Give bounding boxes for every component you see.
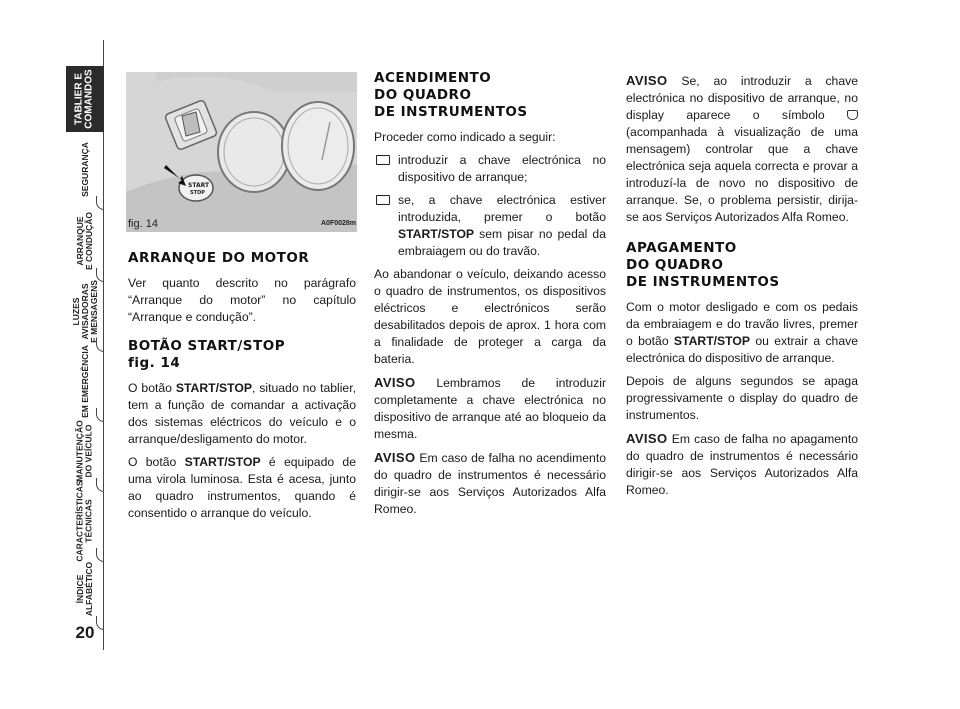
list-item-text	[398, 192, 606, 260]
paragraph-text: ou extrair a chave electrónica do dispositivo de arranque.	[626, 334, 858, 365]
paragraph-text: Com o motor desligado e com os pedais da embraiagem e do travão livres, premer o botão	[626, 300, 858, 348]
paragraph	[626, 430, 858, 499]
paragraph-text: O botão	[128, 381, 176, 395]
figure-label: fig. 14	[128, 218, 158, 230]
fig-button-stop-text: STOP	[190, 190, 205, 196]
tab-label: TABLIER E COMANDOS	[74, 69, 96, 129]
fig-button-start-text: START	[188, 182, 210, 189]
column-2	[374, 70, 606, 524]
heading-botao-start-stop: BOTÃO START/STOP	[128, 338, 286, 354]
tab-seguranca[interactable]	[66, 136, 104, 202]
list-item-text: se, a chave electrónica estiver introduzida, premer o botão	[398, 193, 606, 224]
keyword-start-stop: START/STOP	[184, 455, 261, 469]
heading-line: DO QUADRO	[374, 87, 472, 103]
paragraph-text: é equipado de uma virola luminosa. Esta é acesa, junto ao quadro instrumentos, quando é consentido o arranque do veículo.	[128, 455, 356, 520]
column-1	[128, 250, 356, 528]
tab-tablier-comandos[interactable]	[66, 66, 104, 132]
tab-label: MANUTENÇÃO DO VEÍCULO	[75, 420, 95, 482]
paragraph-text: , situado no tablier, tem a função de comandar a activação dos sistemas eléctricos do veículo e o arranque/desligamento do motor.	[128, 381, 356, 446]
paragraph	[128, 454, 356, 522]
paragraph	[374, 374, 606, 443]
aviso-label: AVISO	[626, 73, 668, 88]
paragraph: Ao abandonar o veículo, deixando acesso o quadro de instrumentos, os dispositivos eléctricos e electrónicos serão desabilitados depois de aprox. 1 hora com a finalidade de proteger a carga da bateria.	[374, 267, 606, 366]
heading-line: DE INSTRUMENTOS	[626, 274, 780, 290]
heading-apagamento	[626, 240, 858, 291]
checkbox-bullet-icon	[376, 195, 390, 205]
paragraph	[128, 380, 356, 448]
keyword-start-stop: START/STOP	[673, 334, 750, 348]
paragraph-text: Em caso de falha no apagamento do quadro de instrumentos é necessário dirigir-se aos Serviços Autorizados Alfa Romeo.	[626, 432, 858, 497]
list-item-text: sem pisar no pedal da embraiagem ou do travão.	[398, 227, 606, 258]
figure-start-stop-button	[126, 72, 357, 232]
keyword-start-stop: START/STOP	[398, 227, 475, 241]
page-number: 20	[75, 623, 95, 642]
paragraph	[374, 449, 606, 518]
list-item	[374, 192, 606, 260]
tab-luzes-avisadoras[interactable]	[66, 278, 104, 344]
aviso-label: AVISO	[374, 450, 416, 465]
figure-code: A0F0028m	[321, 220, 357, 227]
heading-acendimento	[374, 70, 606, 121]
tab-label: EM EMERGÊNCIA	[79, 344, 90, 418]
heading-fig-ref: fig. 14	[128, 355, 181, 371]
keyword-start-stop: START/STOP	[175, 381, 252, 395]
tab-arranque-conducao[interactable]	[66, 208, 104, 274]
key-symbol-icon	[847, 110, 858, 120]
paragraph-text: (acompanhada à visualização de uma mensagem) controlar que a chave electrónica seja aquela correcta e provar a introduzí-la de novo no dispositivo de arranque. Se, o problema persistir, dirija-se aos Serviços Autorizados Alfa Romeo.	[626, 125, 858, 224]
column-3	[626, 72, 858, 505]
paragraph-text: O botão	[128, 455, 185, 469]
tab-label: ÍNDICE ALFABÉTICO	[75, 561, 94, 617]
paragraph-text: Em caso de falha no acendimento do quadro de instrumentos é necessário dirigir-se aos Serviços Autorizados Alfa Romeo.	[374, 451, 606, 516]
heading-line: APAGAMENTO	[626, 240, 737, 256]
heading-arranque-motor: ARRANQUE DO MOTOR	[128, 250, 310, 266]
heading-line: ACENDIMENTO	[374, 70, 492, 86]
tab-label: LUZES AVISADORAS E MENSAGENS	[70, 279, 99, 343]
paragraph-text: Se, ao introduzir a chave electrónica no dispositivo de arranque, no display aparece o símbolo	[626, 74, 858, 122]
heading-line: DO QUADRO	[626, 257, 724, 273]
list-item-text: introduzir a chave electrónica no dispositivo de arranque;	[398, 153, 606, 184]
list-item	[374, 152, 606, 186]
paragraph	[128, 275, 356, 326]
paragraph: Depois de alguns segundos se apaga progressivamente o display do quadro de instrumentos.	[626, 374, 858, 422]
paragraph	[626, 299, 858, 367]
tab-label: ARRANQUE E CONDUÇÃO	[75, 211, 94, 271]
paragraph-text: Lembramos de introduzir completamente a chave electrónica no dispositivo de arranque até ao bloqueio da mesma.	[374, 376, 606, 441]
tab-label: SEGURANÇA	[79, 141, 90, 197]
paragraph-text: Ver quanto descrito no parágrafo “Arranque do motor” no capítulo “Arranque e condução”.	[128, 276, 356, 324]
tab-em-emergencia[interactable]	[66, 344, 104, 418]
tab-caracteristicas-tecnicas[interactable]	[66, 480, 104, 562]
paragraph: Proceder como indicado a seguir:	[374, 130, 556, 144]
aviso-label: AVISO	[374, 375, 416, 390]
tab-manutencao-veiculo[interactable]	[66, 418, 104, 484]
tab-label: CARACTERÍSTICAS TÉCNICAS	[75, 480, 95, 562]
heading-line: DE INSTRUMENTOS	[374, 104, 528, 120]
checkbox-bullet-icon	[376, 155, 390, 165]
aviso-label: AVISO	[626, 431, 668, 446]
paragraph	[626, 72, 858, 226]
dashboard-illustration	[126, 72, 357, 232]
tab-indice-alfabetico[interactable]	[66, 556, 104, 622]
